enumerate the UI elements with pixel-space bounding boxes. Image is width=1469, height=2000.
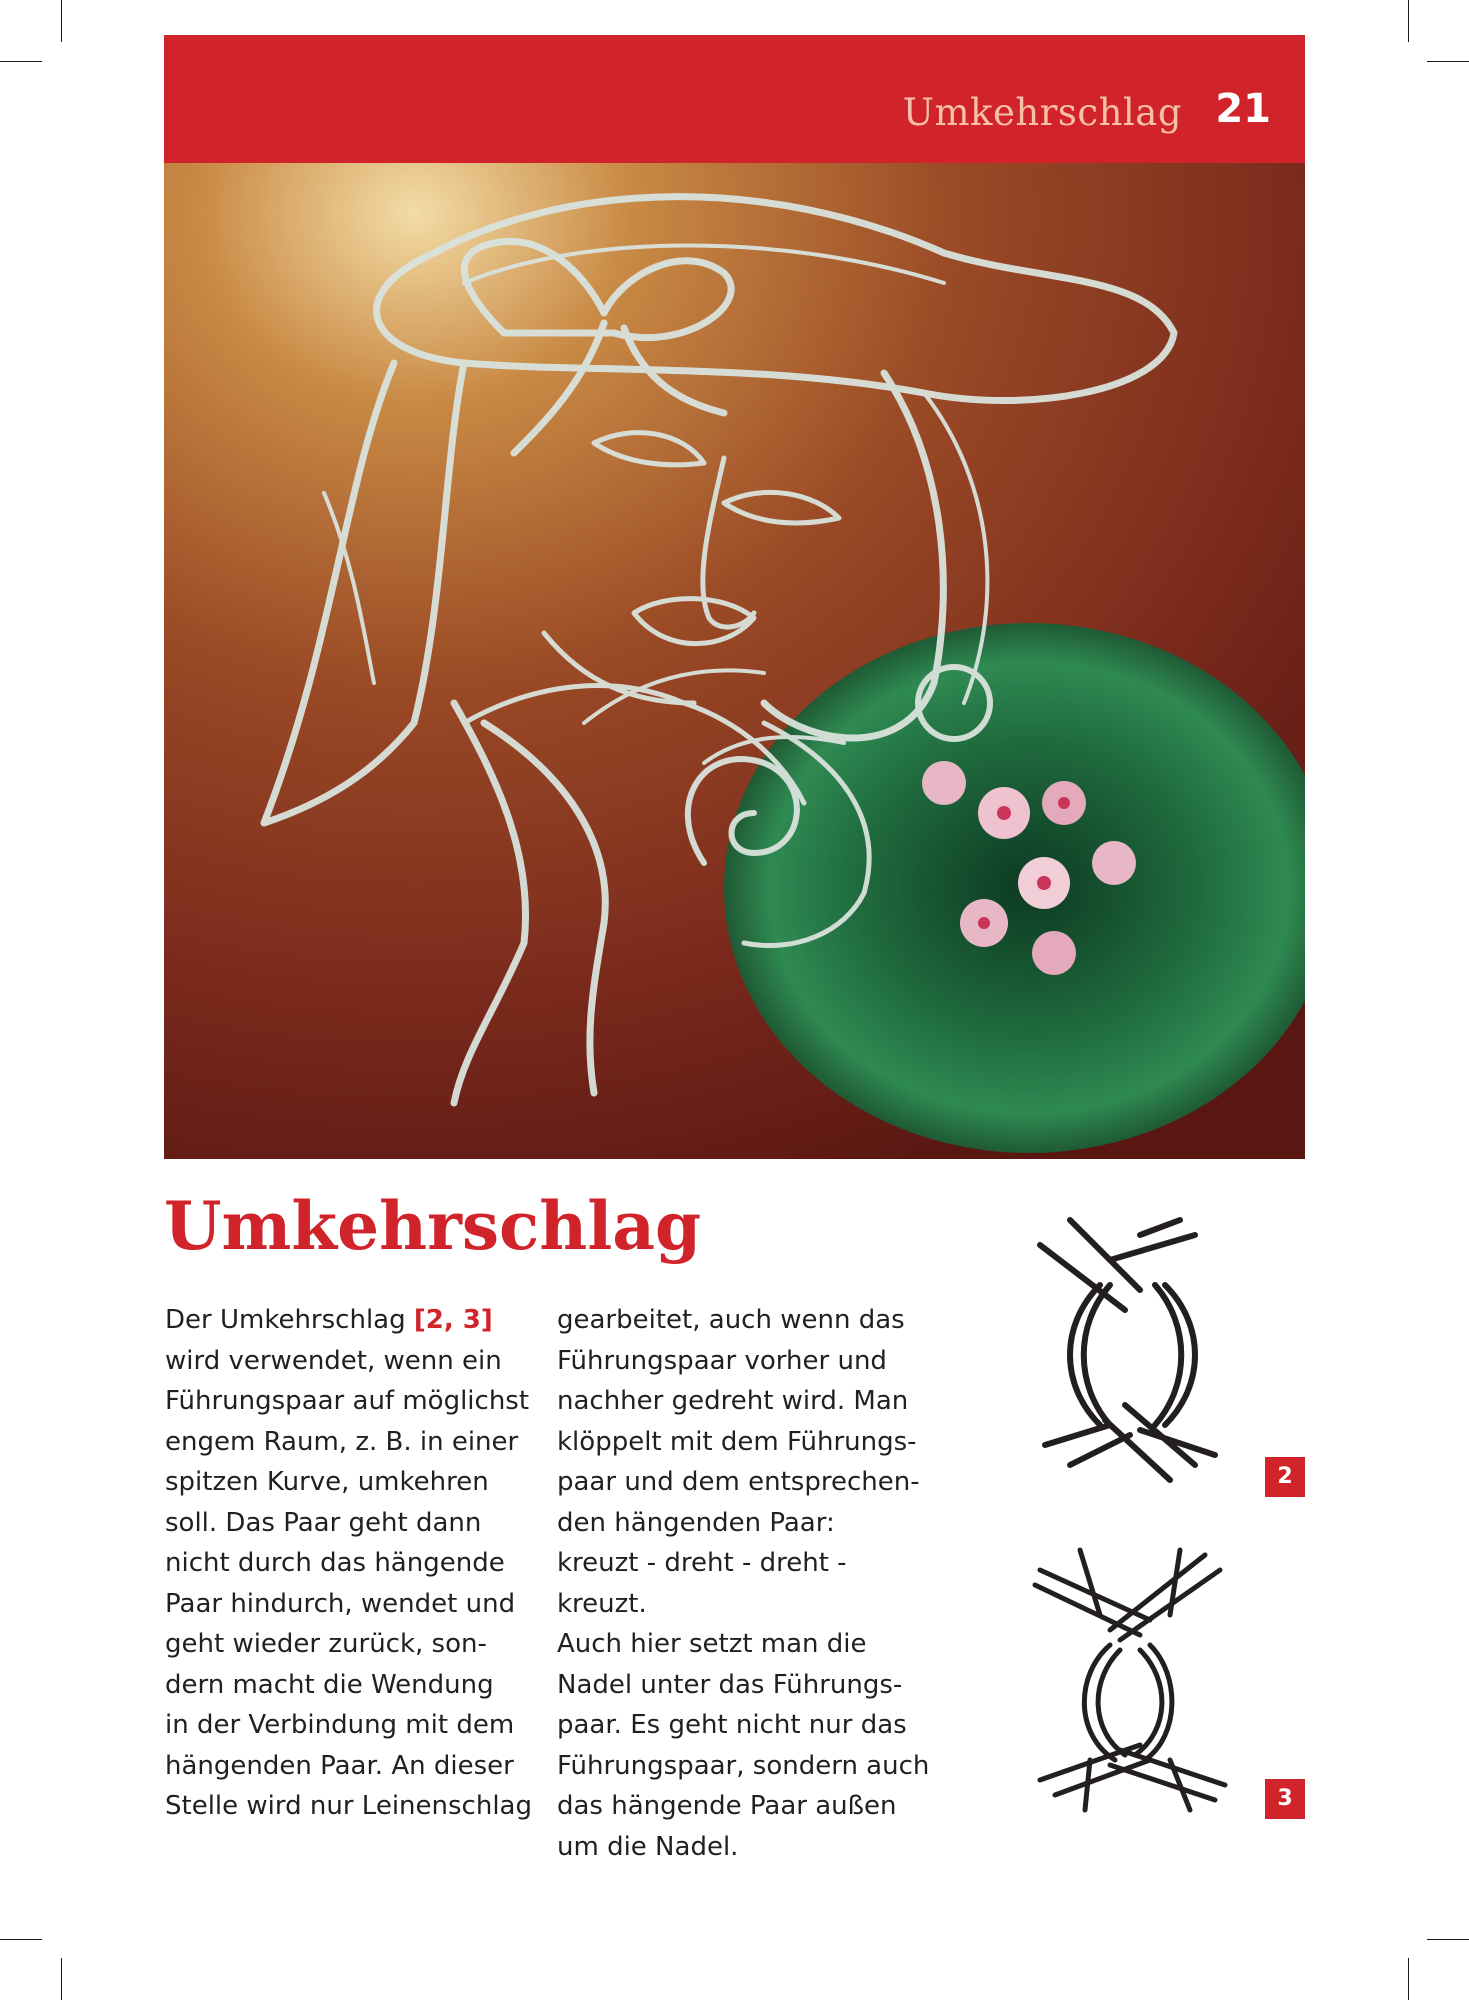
text-line: gearbeitet, auch wenn das: [557, 1305, 905, 1335]
text-line: um die Nadel.: [557, 1831, 739, 1862]
crop-mark: [0, 61, 42, 62]
crop-mark: [1427, 61, 1469, 62]
text-line: kreuzt - dreht - dreht - kreuzt.: [557, 1548, 847, 1619]
page-number: 21: [1215, 86, 1271, 132]
crop-mark: [1408, 0, 1409, 42]
text-line: paar und dem entsprechen-: [557, 1467, 920, 1497]
running-title: Umkehrschlag: [902, 91, 1182, 134]
text-line: Führungspaar auf möglichst: [165, 1386, 530, 1416]
text-column-1: [165, 1300, 545, 1827]
text-line: soll. Das Paar geht dann: [165, 1507, 482, 1538]
text-line: paar. Es geht nicht nur das: [557, 1710, 907, 1740]
text-line: spitzen Kurve, umkehren: [165, 1467, 489, 1497]
text-line: den hängenden Paar:: [557, 1507, 835, 1538]
text-line: [165, 1300, 545, 1341]
crop-mark: [0, 1939, 42, 1940]
text-line: Auch hier setzt man die: [557, 1629, 867, 1659]
crop-mark: [1408, 1958, 1409, 2000]
bobbin-lace-portrait-photo: [164, 163, 1305, 1159]
text-line: wird verwendet, wenn ein: [165, 1345, 502, 1376]
figure-label-2: 2: [1265, 1457, 1305, 1497]
text-line: Nadel unter das Führungs-: [557, 1669, 903, 1700]
header-band: [164, 35, 1305, 163]
text-line: hängenden Paar. An dieser: [165, 1750, 514, 1781]
crop-mark: [61, 1958, 62, 2000]
text-line: nicht durch das hängende: [165, 1548, 505, 1578]
text-line: klöppelt mit dem Führungs-: [557, 1426, 917, 1457]
section-heading: Umkehrschlag: [164, 1187, 702, 1265]
text-line: das hängende Paar außen: [557, 1791, 897, 1821]
text-line: geht wieder zurück, son-: [165, 1629, 487, 1659]
figure-label-3: 3: [1265, 1779, 1305, 1819]
text-column-2: [557, 1300, 937, 1867]
text-line: Führungspaar, sondern auch: [557, 1750, 930, 1781]
text-line: Stelle wird nur Leinenschlag: [165, 1791, 532, 1821]
thread-diagram-3: [1030, 1545, 1230, 1815]
text-line: in der Verbindung mit dem: [165, 1710, 515, 1740]
text-line-start: Der Umkehrschlag: [165, 1305, 414, 1335]
text-line: Führungspaar vorher und: [557, 1345, 887, 1376]
crop-mark: [1427, 1939, 1469, 1940]
thread-diagram-2: [1030, 1215, 1230, 1485]
figure-reference: [2, 3]: [413, 1305, 493, 1335]
text-line: engem Raum, z. B. in einer: [165, 1426, 519, 1457]
crop-mark: [61, 0, 62, 42]
text-line: dern macht die Wendung: [165, 1669, 494, 1700]
text-line: nachher gedreht wird. Man: [557, 1386, 909, 1416]
text-line: Paar hindurch, wendet und: [165, 1588, 516, 1619]
